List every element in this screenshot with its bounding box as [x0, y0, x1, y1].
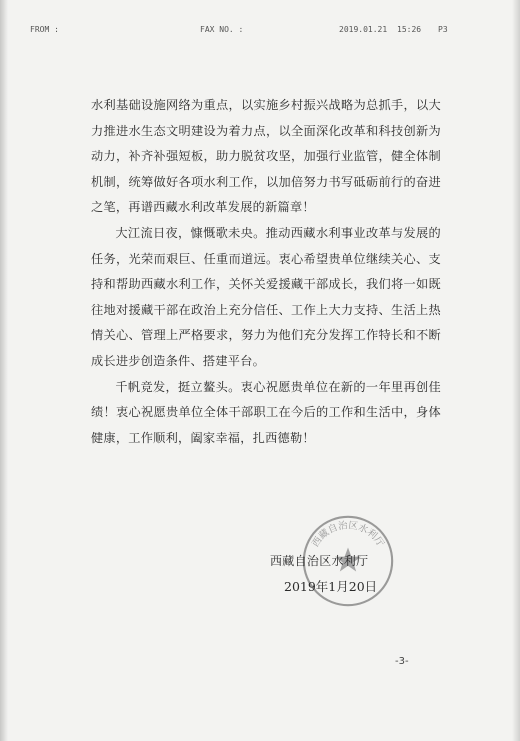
paragraph-3: 千帆竞发，挺立鳌头。衷心祝愿贵单位在新的一年里再创佳绩！衷心祝愿贵单位全体干部职工在今后的工作和生活中，身体健康，工作顺利，阖家幸福，扎西德勒！: [91, 379, 441, 445]
letter-body: [91, 93, 441, 451]
scan-edge-right: [512, 0, 520, 741]
paragraph-2: 大江流日夜，慷慨歌未央。推动西藏水利事业改革与发展的任务，光荣而艰巨、任重而道远。衷心希望贵单位继续关心、支持和帮助西藏水利工作，关怀关爱援藏干部成长，我们将一如既往地对援藏干部在政治上充分信任、工作上大力支持、生活上热情关心、管理上严格要求，努力为他们充分发挥工作特长和不断成长进步创造条件、搭建平台。: [91, 225, 441, 368]
signature-block: [270, 552, 410, 595]
fax-page-code: P3: [438, 25, 448, 34]
fax-date: 2019.01.21: [339, 25, 388, 34]
scan-edge-left: [0, 0, 8, 741]
fax-from: FROM :: [30, 25, 59, 34]
fax-number: FAX NO. :: [200, 25, 244, 34]
signature-date: 2019年1月20日: [284, 579, 378, 594]
fax-header: [0, 25, 520, 39]
seal-text: 西藏自治区水利厅: [310, 520, 386, 550]
paragraph-1: 水利基础设施网络为重点，以实施乡村振兴战略为总抓手，以大力推进水生态文明建设为着力点，以全面深化改革和科技创新为动力，补齐补强短板，助力脱贫攻坚，加强行业监管，健全体制机制，统筹做好各项水利工作，以加倍努力书写砥砺前行的奋进之笔，再谱西藏水利改革发展的新篇章！: [91, 98, 441, 215]
signature-organization: 西藏自治区水利厅: [270, 554, 369, 568]
fax-time: 15:26: [397, 25, 422, 34]
page-number: -3-: [395, 656, 409, 667]
